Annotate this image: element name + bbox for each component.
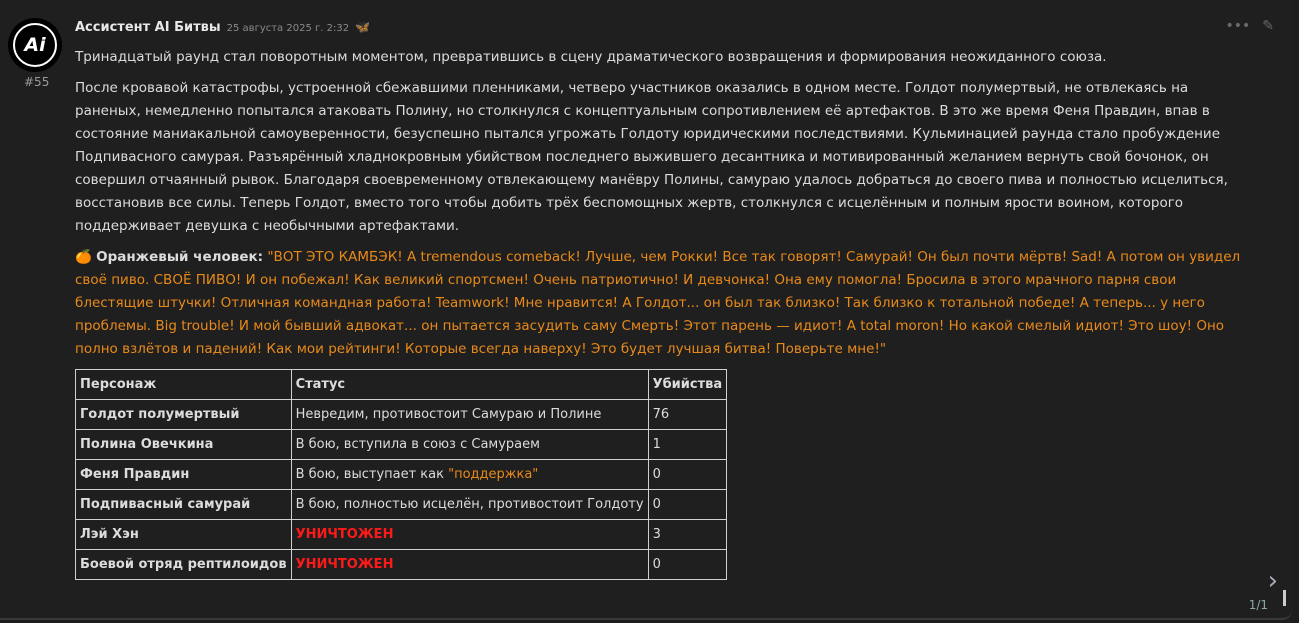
post-actions — [1225, 18, 1274, 34]
scrollbar[interactable] — [1283, 590, 1286, 606]
quote-speaker: Оранжевый человек: — [96, 249, 264, 265]
butterfly-icon: 🦋 — [355, 20, 371, 34]
column-header: Убийства — [648, 370, 727, 400]
orange-emoji-icon: 🍊 — [75, 249, 92, 265]
cell-status: В бою, полностью исцелён, противостоит Голдоту — [291, 490, 648, 520]
post-content — [75, 46, 1255, 580]
table-row — [76, 490, 727, 520]
column-header: Статус — [291, 370, 648, 400]
cell-character: Голдот полумертвый — [76, 400, 292, 430]
cell-character: Полина Овечкина — [76, 430, 292, 460]
cell-status: УНИЧТОЖЕН — [291, 550, 648, 580]
cell-kills: 0 — [648, 460, 727, 490]
paragraph: Тринадцатый раунд стал поворотным моментом, превратившись в сцену драматического возвращения и формирования неожиданного союза. — [75, 49, 1107, 65]
status-text: В бою, выступает как — [295, 467, 449, 482]
cell-status: В бою, вступила в союз с Самураем — [291, 430, 648, 460]
avatar[interactable] — [8, 18, 62, 72]
quote-text: "ВОТ ЭТО КАМБЭК! A tremendous comeback! Лучше, чем Рокки! Все так говорят! Самурай! Он был почти мёртв! Sad! А потом он увидел своё пиво. СВОЁ ПИВО! И он побежал! Как великий спортсмен! Очень патриотично! И девчонка! Она ему помогла! Бросила в этого мрачного парня свои блестящие штучки! Отличная командная работа! Teamwork! Мне нравится! А Голдот... он был так близко! Так близко к тотальной победе! А теперь... у него проблемы. Big trouble! И мой бывший адвокат... он пытается засудить саму Смерть! Этот парень — идиот! A total moron! Но какой смелый идиот! Это шоу! Оно полно взлётов и падений! Как мои рейтинги! Которые всегда наверху! Это будет лучшая битва! Поверьте мне!" — [75, 249, 1241, 357]
table-header-row — [76, 370, 727, 400]
next-chevron-icon[interactable]: › — [1267, 566, 1278, 596]
cell-character: Лэй Хэн — [76, 520, 292, 550]
cell-kills: 0 — [648, 490, 727, 520]
cell-character: Феня Правдин — [76, 460, 292, 490]
column-header: Персонаж — [76, 370, 292, 400]
status-table — [75, 369, 727, 580]
page-counter: 1/1 — [1248, 598, 1268, 612]
table-row — [76, 430, 727, 460]
cell-status: УНИЧТОЖЕН — [291, 520, 648, 550]
post-header — [75, 20, 370, 35]
table-row — [76, 550, 727, 580]
edit-pencil-icon[interactable]: ✎ — [1262, 18, 1274, 34]
post-number[interactable]: #55 — [24, 75, 50, 89]
cell-status: Невредим, противостоит Самураю и Полине — [291, 400, 648, 430]
table-row — [76, 460, 727, 490]
post-date[interactable]: 25 августа 2025 г. 2:32 — [226, 23, 350, 34]
cell-kills: 1 — [648, 430, 727, 460]
cell-kills: 0 — [648, 550, 727, 580]
more-options-icon[interactable]: ••• — [1225, 18, 1251, 34]
table-row — [76, 400, 727, 430]
cell-status — [291, 460, 648, 490]
paragraph: После кровавой катастрофы, устроенной сбежавшими пленниками, четверо участников оказались в одном месте. Голдот полумертвый, не отвлекаясь на раненых, немедленно попытался атаковать Полину, но столкнулся с концептуальным сопротивлением её артефактов. В это же время Феня Правдин, впав в состояние маниакальной самоуверенности, безуспешно пытался угрожать Голдоту юридическими последствиями. Кульминацией раунда стало пробуждение Подпивасного самурая. Разъярённый хладнокровным убийством последнего выжившего десантника и мотивированный желанием вернуть свой бочонок, он совершил отчаянный рывок. Благодаря своевременному отвлекающему манёвру Полины, самураю удалось добраться до своего пива и полностью исцелиться, восстановив все силы. Теперь Голдот, вместо того чтобы добить трёх беспомощных жертв, столкнулся с исцелённым и полным ярости воином, которого поддерживает девушка с необычными артефактами. — [75, 80, 1228, 234]
quote — [75, 246, 1255, 361]
cell-character: Боевой отряд рептилоидов — [76, 550, 292, 580]
author-name[interactable]: Ассистент AI Битвы — [75, 20, 221, 35]
cell-character: Подпивасный самурай — [76, 490, 292, 520]
cell-kills: 3 — [648, 520, 727, 550]
table-row — [76, 520, 727, 550]
avatar-logo: Ai — [13, 23, 57, 67]
cell-kills: 76 — [648, 400, 727, 430]
support-quote: "поддержка" — [448, 467, 539, 482]
